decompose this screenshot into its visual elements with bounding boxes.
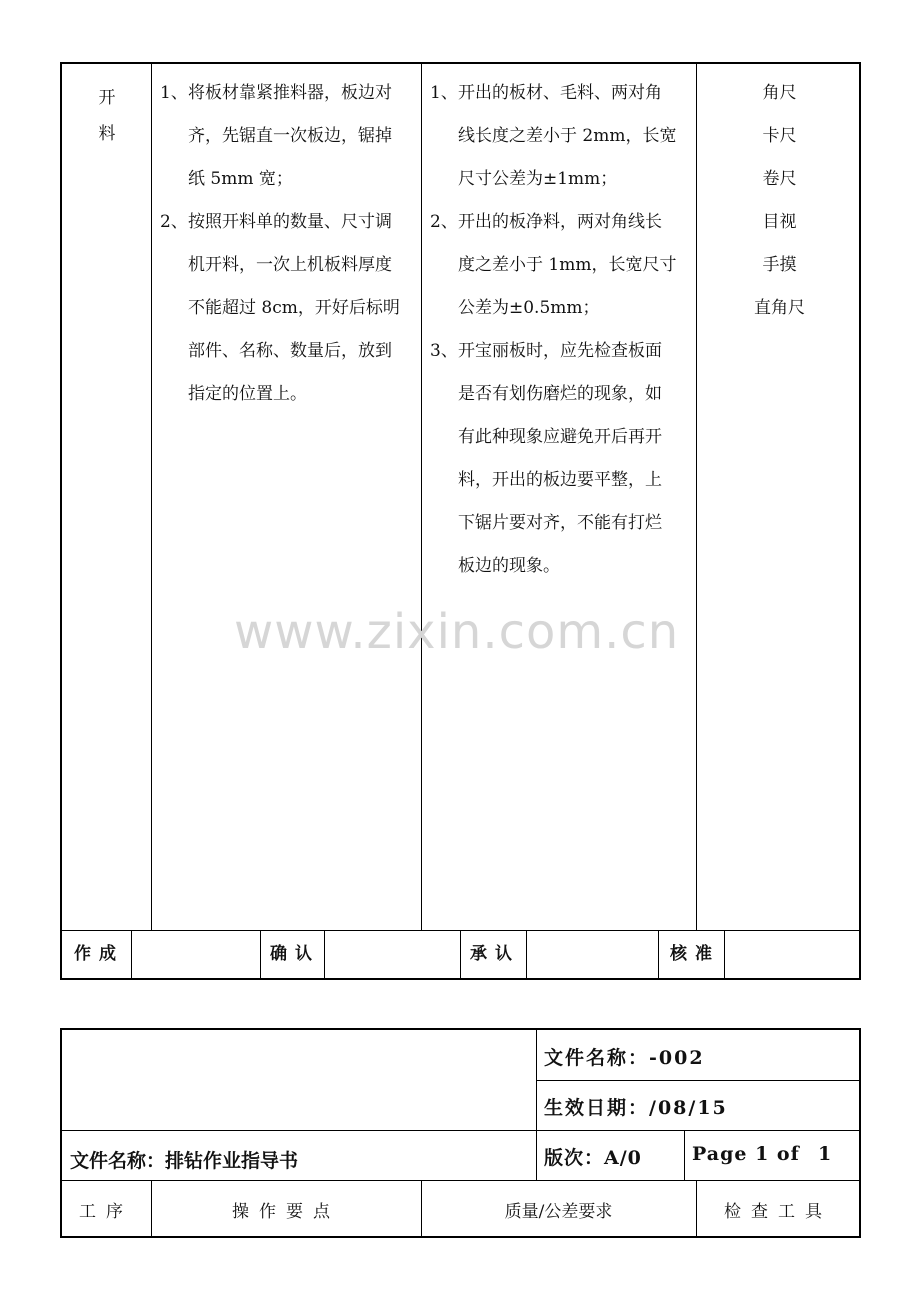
text-line: 度之差小于 1mm，长宽尺寸	[458, 255, 677, 275]
made-by-label: 作成	[74, 944, 124, 964]
tool-item: 卡尺	[762, 126, 797, 146]
item-number: 1、	[430, 83, 458, 103]
text-line: 将板材靠紧推料器，板边对	[188, 83, 392, 103]
item-number: 2、	[430, 212, 458, 232]
text-line: 开出的板材、毛料、两对角	[458, 83, 662, 103]
row-divider	[536, 1080, 859, 1081]
cell-divider	[658, 930, 659, 978]
quality-item	[430, 201, 694, 330]
page-label: Page 1 of	[692, 1143, 800, 1165]
cell-divider	[131, 930, 132, 978]
text-line: 板边的现象。	[458, 556, 560, 576]
tool-item: 卷尺	[762, 169, 797, 189]
key-points-cell	[160, 72, 418, 416]
text-line: 开出的板净料，两对角线长	[458, 212, 662, 232]
row-divider	[62, 1180, 859, 1181]
doc-number: 文件名称：-002	[544, 1047, 705, 1069]
signoff-row	[62, 930, 859, 978]
text-line: 齐，先锯直一次板边，锯掉	[188, 126, 392, 146]
column-divider	[151, 64, 152, 930]
page-total: 1	[818, 1143, 832, 1165]
text-line: 料，开出的板边要平整，上	[458, 470, 662, 490]
tool-item: 角尺	[762, 83, 797, 103]
column-divider	[696, 64, 697, 930]
header-tools: 检查工具	[724, 1202, 832, 1222]
item-number: 3、	[430, 341, 458, 361]
effective-date: 生效日期：/08/15	[544, 1097, 728, 1119]
text-line: 公差为±0.5mm；	[458, 298, 600, 318]
text-line: 下锯片要对齐，不能有打烂	[458, 513, 662, 533]
quality-item	[430, 330, 694, 588]
quality-requirements-cell	[430, 72, 694, 588]
item-number: 1、	[160, 83, 188, 103]
tool-item: 直角尺	[754, 298, 805, 318]
text-line: 尺寸公差为±1mm；	[458, 169, 618, 189]
key-point-item	[160, 201, 418, 416]
cell-divider	[536, 1030, 537, 1180]
work-instruction-table	[60, 62, 861, 980]
process-char: 料	[98, 124, 116, 144]
version: 版次：A/0	[544, 1147, 642, 1169]
text-line: 不能超过 8cm，开好后标明	[188, 298, 400, 318]
key-point-item	[160, 72, 418, 201]
inspection-tools-cell	[698, 72, 861, 330]
text-line: 纸 5mm 宽；	[188, 169, 293, 189]
process-name-cell	[62, 80, 152, 152]
header-process: 工序	[79, 1202, 133, 1222]
approved-by-label: 承认	[470, 944, 520, 964]
tool-item: 手摸	[762, 255, 797, 275]
cell-divider	[684, 1130, 685, 1180]
text-line: 有此种现象应避免开后再开	[458, 427, 662, 447]
cell-divider	[260, 930, 261, 978]
text-line: 是否有划伤磨烂的现象，如	[458, 384, 662, 404]
item-number: 2、	[160, 212, 188, 232]
text-line: 机开料，一次上机板料厚度	[188, 255, 392, 275]
watermark: www.zixin.com.cn	[234, 604, 680, 660]
text-line: 线长度之差小于 2mm，长宽	[458, 126, 677, 146]
quality-item	[430, 72, 694, 201]
text-line: 按照开料单的数量、尺寸调	[188, 212, 392, 232]
process-char: 开	[98, 88, 116, 108]
cell-divider	[460, 930, 461, 978]
text-line: 部件、名称、数量后，放到	[188, 341, 392, 361]
document-title: 文件名称：排钻作业指导书	[70, 1150, 299, 1172]
verified-by-label: 核准	[670, 944, 720, 964]
confirmed-by-label: 确认	[270, 944, 320, 964]
text-line: 开宝丽板时，应先检查板面	[458, 341, 662, 361]
cell-divider	[526, 930, 527, 978]
tool-item: 目视	[762, 212, 797, 232]
column-divider	[421, 64, 422, 930]
header-quality: 质量/公差要求	[504, 1202, 613, 1222]
row-divider	[62, 1130, 859, 1131]
cell-divider	[324, 930, 325, 978]
cell-divider	[724, 930, 725, 978]
header-key-points: 操作要点	[232, 1202, 340, 1222]
text-line: 指定的位置上。	[188, 384, 307, 404]
